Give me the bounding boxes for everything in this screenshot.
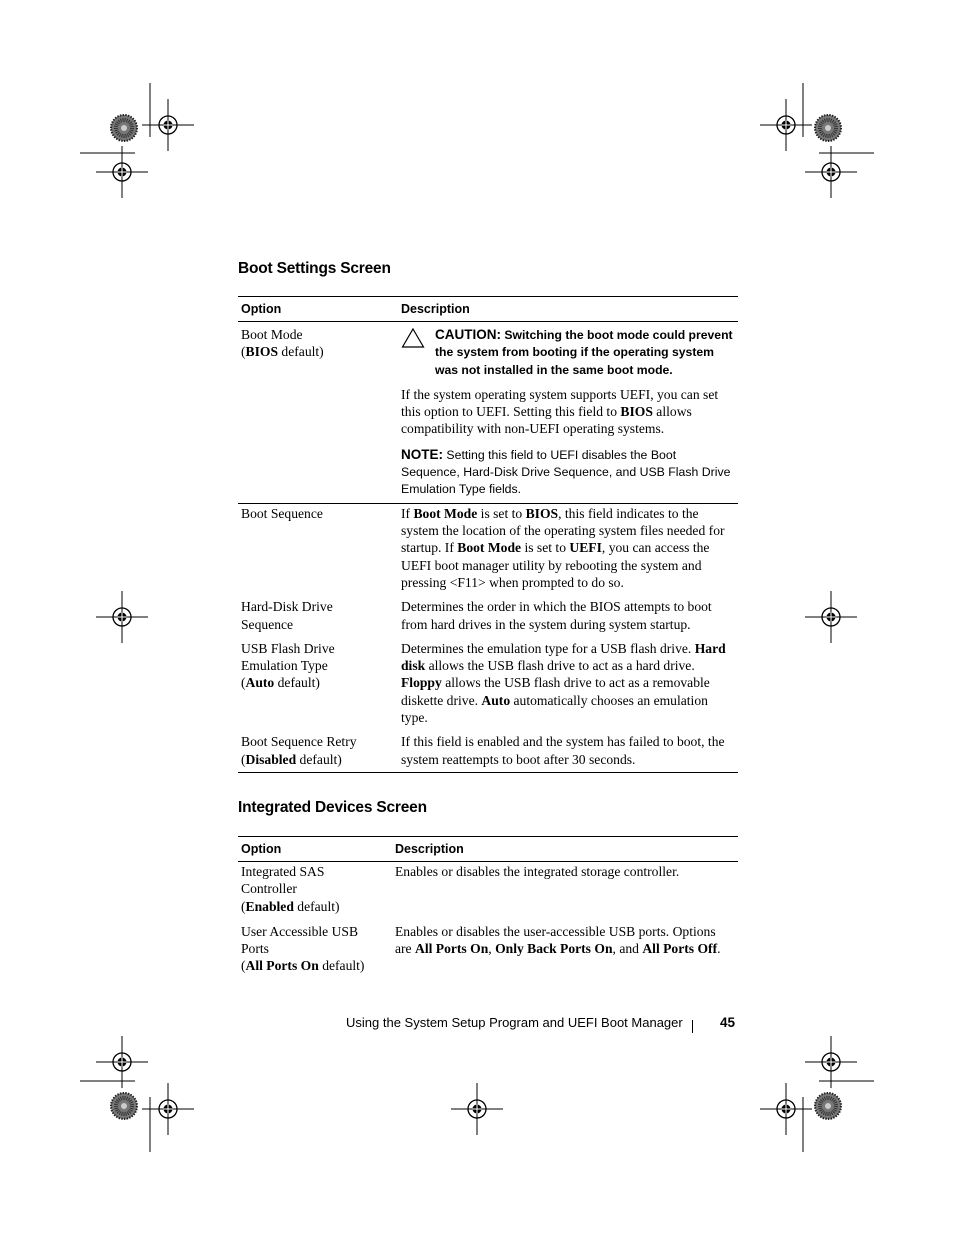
- caution-notice: [401, 326, 734, 379]
- table-row-usb-emulation: [238, 639, 738, 732]
- caution-icon: [401, 327, 425, 349]
- description-cell: [401, 326, 738, 498]
- description-cell: [401, 598, 738, 633]
- option-cell: [238, 505, 401, 591]
- sas-controller-description: Enables or disables the integrated storage controller.: [395, 864, 680, 879]
- table-row-usb-ports: [238, 922, 738, 979]
- option-header: Option: [241, 302, 282, 316]
- boot-settings-title: Boot Settings Screen: [238, 260, 391, 277]
- option-name: Boot Mode: [241, 327, 303, 342]
- hdd-sequence-description: Determines the order in which the BIOS attempts to boot from hard drives in the system during system startup.: [401, 599, 712, 632]
- description-cell: [401, 640, 738, 726]
- boot-sequence-description: If Boot Mode is set to BIOS, this field indicates to the system the location of the operating system files needed for startup. If Boot Mode is set to UEFI, you can access the UEFI boot manager utility by rebooting the system and pressing <F11> when prompted to do so.: [401, 505, 725, 590]
- description-header: Description: [395, 842, 464, 856]
- option-name: Boot Sequence Retry: [241, 734, 357, 750]
- table-row-sas-controller: [238, 862, 738, 922]
- caution-label: CAUTION:: [435, 327, 501, 342]
- note-notice: NOTE: Setting this field to UEFI disables the Boot Sequence, Hard-Disk Drive Sequence, and USB Flash Drive Emulation Type fields.: [401, 446, 731, 496]
- description-cell: [401, 733, 738, 768]
- option-name: USB Flash Drive Emulation Type: [241, 640, 335, 674]
- table-row-hdd-sequence: [238, 597, 738, 639]
- description-cell: [395, 923, 738, 975]
- option-cell: [238, 733, 401, 768]
- option-default: (Disabled default): [241, 751, 342, 767]
- usb-emulation-description: Determines the emulation type for a USB flash drive. Hard disk allows the USB flash drive to act as a hard drive. Floppy allows the USB flash drive to act as a removable diskette drive. Auto automatically chooses an emulation type.: [401, 640, 726, 726]
- option-name: Boot Sequence: [241, 505, 323, 521]
- option-default: (All Ports On default): [241, 958, 365, 974]
- integrated-devices-title: Integrated Devices Screen: [238, 799, 427, 816]
- table-row-boot-sequence: [238, 504, 738, 597]
- option-cell: [238, 923, 395, 975]
- option-name: Hard-Disk Drive Sequence: [241, 599, 333, 632]
- note-label: NOTE:: [401, 446, 443, 462]
- footer-text: Using the System Setup Program and UEFI Boot Manager: [346, 1015, 683, 1030]
- footer-divider: [692, 1020, 693, 1033]
- page-number: 45: [720, 1015, 736, 1030]
- table-row-boot-mode: [238, 322, 738, 504]
- option-cell: [238, 326, 401, 498]
- table-header: [238, 837, 738, 862]
- table-row-boot-retry: [238, 732, 738, 772]
- option-name: Integrated SAS Controller: [241, 864, 325, 897]
- option-cell: [238, 598, 401, 633]
- option-default: (Auto default): [241, 675, 320, 691]
- table-header: [238, 297, 738, 322]
- caution-text: Switching the boot mode could prevent the system from booting if the operating system was not installed in the same boot mode.: [435, 328, 733, 377]
- description-cell: [395, 863, 738, 915]
- option-header: Option: [241, 842, 282, 856]
- option-name: User Accessible USB Ports: [241, 923, 359, 957]
- description-cell: [401, 505, 738, 591]
- description-header: Description: [401, 302, 470, 316]
- option-default: (BIOS default): [241, 344, 324, 360]
- boot-mode-description: If the system operating system supports UEFI, you can set this option to UEFI. Setting this field to BIOS allows compatibility with non-UEFI operating systems.: [401, 386, 719, 437]
- usb-ports-description: Enables or disables the user-accessible USB ports. Options are All Ports On, Only Back Ports On, and All Ports Off.: [395, 923, 721, 957]
- boot-retry-description: If this field is enabled and the system has failed to boot, the system reattempts to boot after 30 seconds.: [401, 734, 725, 767]
- option-cell: [238, 863, 395, 915]
- option-cell: [238, 640, 401, 726]
- option-default: (Enabled default): [241, 898, 340, 914]
- boot-settings-table: [238, 296, 738, 773]
- integrated-devices-table: [238, 836, 738, 979]
